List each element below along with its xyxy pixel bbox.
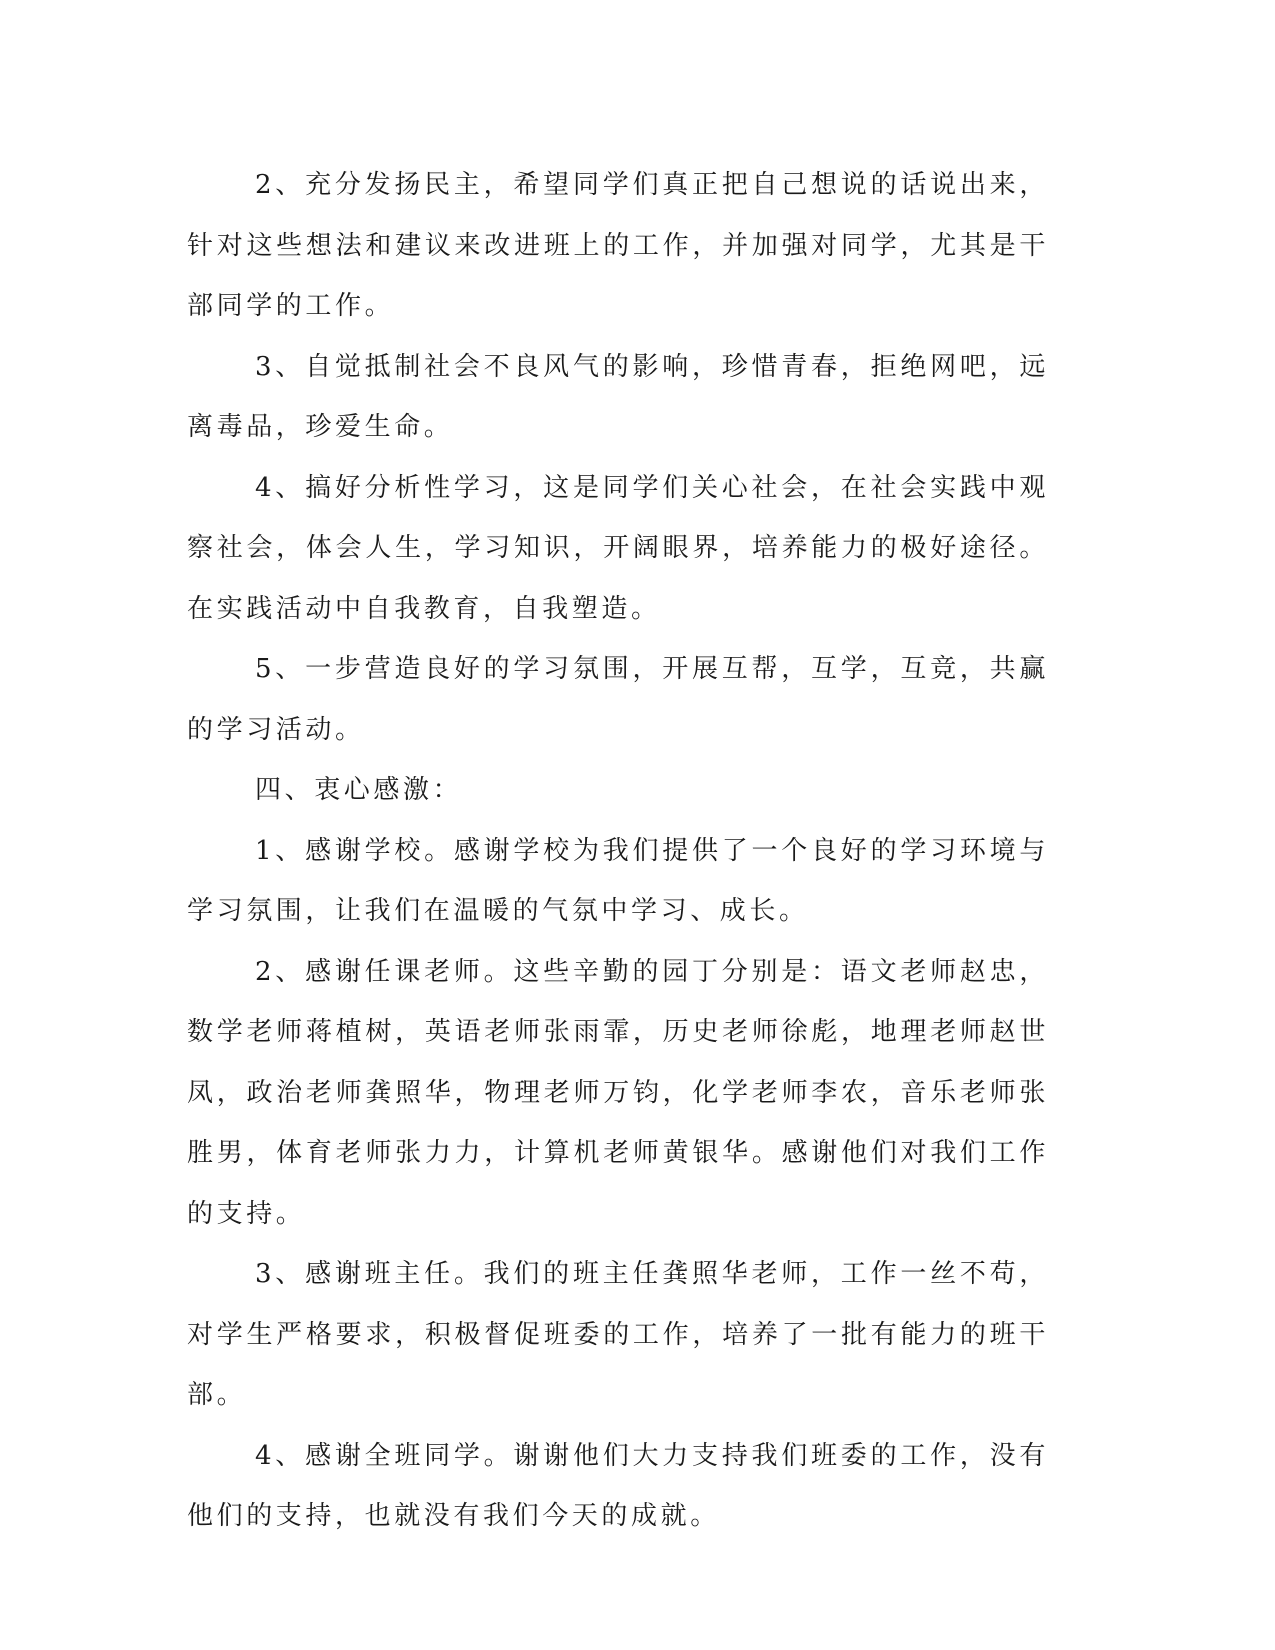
section-heading-gratitude: 四、衷心感激： bbox=[255, 775, 463, 805]
document-body bbox=[187, 155, 1049, 1547]
paragraph-item-4-analytical-learning: 4、搞好分析性学习，这是同学们关心社会，在社会实践中观察社会，体会人生，学习知识，开阔眼界，培养能力的极好途径。在实践活动中自我教育，自我塑造。 bbox=[187, 472, 1049, 624]
paragraph-thanks-classmates: 4、感谢全班同学。谢谢他们大力支持我们班委的工作，没有他们的支持，也就没有我们今天的成就。 bbox=[187, 1440, 1049, 1531]
paragraph-thanks-head-teacher: 3、感谢班主任。我们的班主任龚照华老师，工作一丝不苟，对学生严格要求，积极督促班委的工作，培养了一批有能力的班干部。 bbox=[187, 1259, 1049, 1410]
paragraph-thanks-school: 1、感谢学校。感谢学校为我们提供了一个良好的学习环境与学习氛围，让我们在温暖的气氛中学习、成长。 bbox=[187, 835, 1049, 926]
paragraph-item-2-democracy: 2、充分发扬民主，希望同学们真正把自己想说的话说出来，针对这些想法和建议来改进班上的工作，并加强对同学，尤其是干部同学的工作。 bbox=[187, 170, 1049, 321]
paragraph-item-3-resist-bad-influence: 3、自觉抵制社会不良风气的影响，珍惜青春，拒绝网吧，远离毒品，珍爱生命。 bbox=[187, 351, 1049, 442]
paragraph-thanks-teachers: 2、感谢任课老师。这些辛勤的园丁分别是：语文老师赵忠，数学老师蒋植树，英语老师张雨霏，历史老师徐彪，地理老师赵世凤，政治老师龚照华，物理老师万钧，化学老师李农，音乐老师张胜男，体育老师张力力，计算机老师黄银华。感谢他们对我们工作的支持。 bbox=[187, 956, 1049, 1229]
paragraph-item-5-learning-atmosphere: 5、一步营造良好的学习氛围，开展互帮，互学，互竞，共赢的学习活动。 bbox=[187, 654, 1049, 745]
